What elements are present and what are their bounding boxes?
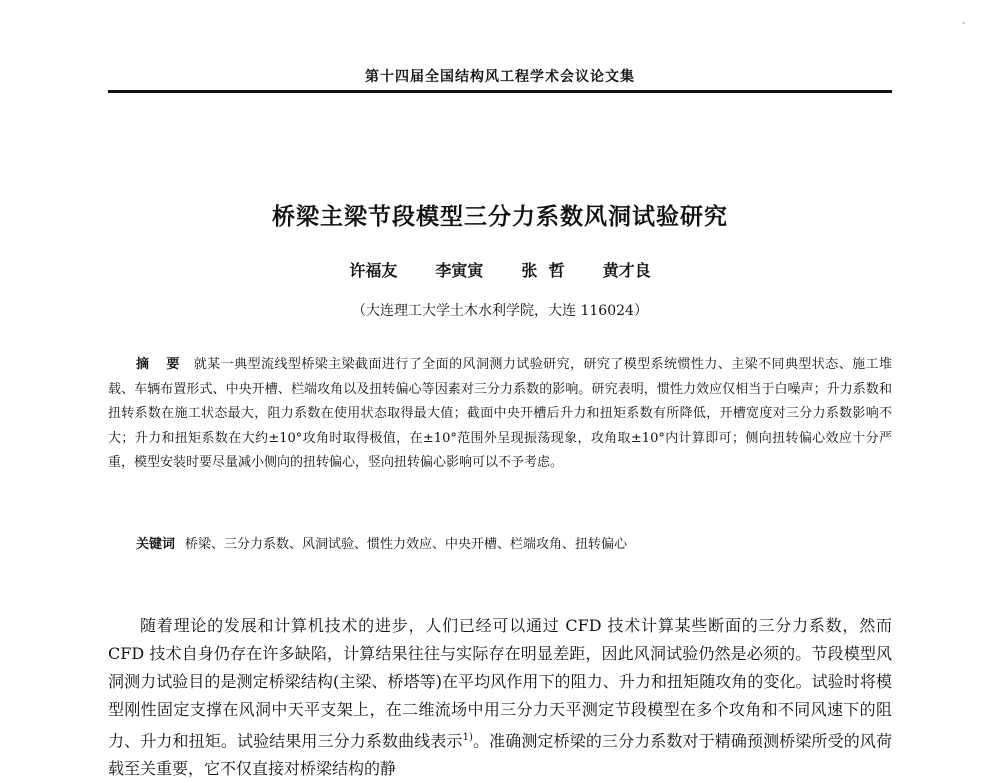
body-next-line: 准确测定桥梁的三分力系数对于精确预测桥梁所受的风荷载至关重要，它不仅直接对桥梁结构的静 [108, 731, 892, 779]
author-name: 黄才良 [602, 261, 651, 280]
author-name: 许福友 [349, 261, 398, 280]
abstract-label: 摘 要 [136, 357, 186, 372]
body-text: 随着理论的发展和计算机技术的进步，人们已经可以通过 CFD 技术计算某些断面的三分力系数，然而 CFD 技术自身仍存在许多缺陷，计算结果往往与实际存在明显差距，因此风洞试验仍然是必须的。节段模型风洞测力试验目的是测定桥梁结构(主梁、桥塔等)在平均风作用下的阻力、升力和扭矩随攻角的变化。试验时将模型刚性固定支撑在风洞中天平支架上，在二维流场中用三分力天平测定节段模型在多个攻角和不同风速下的阻力、升力和扭矩。试验结果用三分力系数曲线表示 [108, 616, 892, 751]
abstract-text: 就某一典型流线型桥梁主梁截面进行了全面的风洞测力试验研究，研究了模型系统惯性力、主梁不同典型状态、施工堆载、车辆布置形式、中央开槽、栏端攻角以及扭转偏心等因素对三分力系数的影响。研究表明，惯性力效应仅相当于白噪声；升力系数和扭转系数在施工状态最大，阻力系数在使用状态取得最大值；截面中央开槽后升力和扭矩系数有所降低，开槽宽度对三分力系数影响不大；升力和扭矩系数在大约±10°攻角时取得极值，在±10°范围外呈现振荡现象，攻角取±10°内计算即可；侧向扭转偏心效应十分严重，模型安装时要尽量减小侧向的扭转偏心，竖向扭转偏心影响可以不予考虑。 [108, 357, 892, 471]
body-end-punct: 。 [472, 731, 490, 751]
running-head: 第十四届全国结构风工程学术会议论文集 [365, 69, 635, 85]
header-rule [108, 90, 892, 93]
paper-title: 桥梁主梁节段模型三分力系数风洞试验研究 [272, 204, 728, 230]
author-list [108, 258, 892, 281]
affiliation: （大连理工大学土木水利学院，大连 116024） [352, 303, 648, 319]
keywords-text: 桥梁、三分力系数、风洞试验、惯性力效应、中央开槽、栏端攻角、扭转偏心 [185, 537, 628, 552]
author-name: 张 哲 [521, 261, 565, 280]
abstract [108, 353, 892, 476]
keywords [136, 533, 892, 552]
corner-mark: - [962, 18, 966, 29]
body-paragraph [108, 612, 892, 783]
keywords-label: 关键词 [136, 537, 176, 552]
author-name: 李寅寅 [435, 261, 484, 280]
footnote-ref: 1) [462, 732, 473, 743]
